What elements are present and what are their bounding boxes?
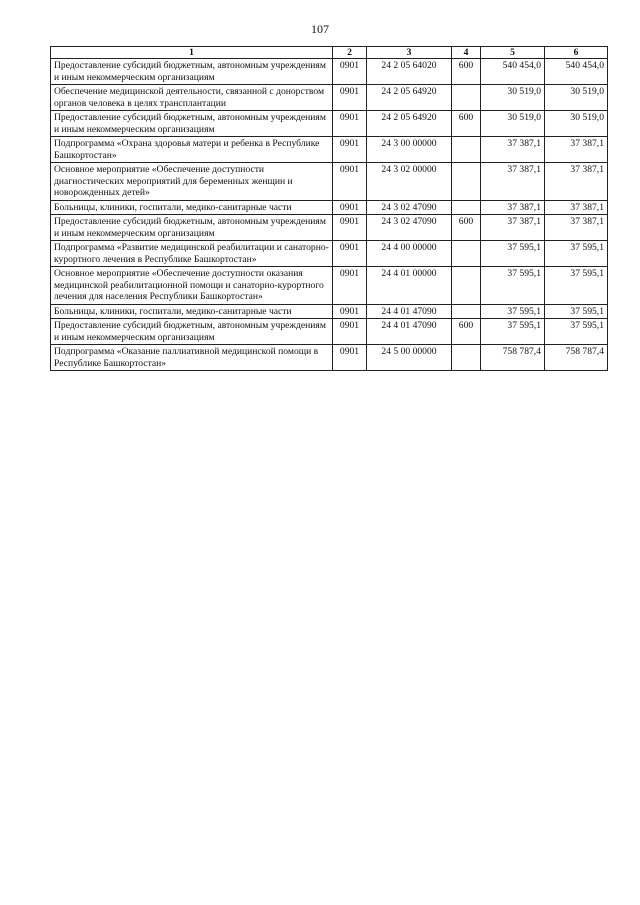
row-expense-type: 600 [452,59,481,85]
row-section-code: 0901 [333,59,367,85]
row-expense-type: 600 [452,111,481,137]
row-amount-1: 37 595,1 [481,267,545,305]
row-expense-type [452,200,481,215]
row-amount-2: 37 387,1 [545,200,608,215]
row-amount-2: 540 454,0 [545,59,608,85]
header-col-5: 5 [481,47,545,59]
row-amount-2: 37 387,1 [545,137,608,163]
row-amount-2: 37 595,1 [545,319,608,345]
row-section-code: 0901 [333,345,367,371]
row-amount-2: 37 595,1 [545,267,608,305]
row-amount-2: 758 787,4 [545,345,608,371]
row-amount-1: 37 595,1 [481,241,545,267]
row-program-code: 24 3 02 00000 [367,163,452,201]
row-amount-1: 30 519,0 [481,85,545,111]
table-row [51,304,608,319]
table-row [51,111,608,137]
table-row [51,200,608,215]
header-col-4: 4 [452,47,481,59]
row-program-code: 24 4 01 47090 [367,319,452,345]
row-amount-1: 540 454,0 [481,59,545,85]
row-amount-2: 37 387,1 [545,163,608,201]
table-row [51,345,608,371]
table-header-row [51,47,608,59]
header-col-1: 1 [51,47,333,59]
row-section-code: 0901 [333,267,367,305]
row-name: Подпрограмма «Развитие медицинской реабилитации и санаторно-курортного лечения в Республике Башкортостан» [51,241,333,267]
row-expense-type [452,304,481,319]
row-expense-type [452,267,481,305]
row-amount-1: 37 595,1 [481,304,545,319]
page-number: 107 [311,22,329,36]
row-section-code: 0901 [333,215,367,241]
row-program-code: 24 4 01 00000 [367,267,452,305]
row-name: Больницы, клиники, госпитали, медико-санитарные части [51,200,333,215]
row-amount-2: 37 595,1 [545,304,608,319]
row-expense-type [452,163,481,201]
row-amount-1: 30 519,0 [481,111,545,137]
row-expense-type [452,345,481,371]
row-amount-1: 758 787,4 [481,345,545,371]
row-program-code: 24 4 01 47090 [367,304,452,319]
header-col-2: 2 [333,47,367,59]
row-amount-2: 30 519,0 [545,85,608,111]
row-section-code: 0901 [333,304,367,319]
row-name: Подпрограмма «Охрана здоровья матери и ребенка в Республике Башкортостан» [51,137,333,163]
row-expense-type [452,137,481,163]
row-name: Больницы, клиники, госпитали, медико-санитарные части [51,304,333,319]
row-name: Основное мероприятие «Обеспечение доступности оказания медицинской реабилитационной помощи и санаторно-курортного лечения для населения Республики Башкортостан» [51,267,333,305]
table-row [51,163,608,201]
row-section-code: 0901 [333,137,367,163]
row-expense-type [452,85,481,111]
table-row [51,59,608,85]
header-col-3: 3 [367,47,452,59]
row-name: Подпрограмма «Оказание паллиативной медицинской помощи в Республике Башкортостан» [51,345,333,371]
row-section-code: 0901 [333,163,367,201]
row-amount-1: 37 387,1 [481,163,545,201]
row-expense-type: 600 [452,215,481,241]
row-program-code: 24 2 05 64920 [367,111,452,137]
row-amount-1: 37 387,1 [481,137,545,163]
table-row [51,215,608,241]
row-expense-type: 600 [452,319,481,345]
row-name: Предоставление субсидий бюджетным, автономным учреждениям и иным некоммерческим организациям [51,59,333,85]
row-name: Предоставление субсидий бюджетным, автономным учреждениям и иным некоммерческим организациям [51,111,333,137]
row-name: Обеспечение медицинской деятельности, связанной с донорством органов человека в целях трансплантации [51,85,333,111]
header-col-6: 6 [545,47,608,59]
table-row [51,137,608,163]
row-name: Основное мероприятие «Обеспечение доступности диагностических мероприятий для беременных женщин и новорожденных детей» [51,163,333,201]
row-program-code: 24 2 05 64020 [367,59,452,85]
row-section-code: 0901 [333,319,367,345]
table-row [51,319,608,345]
row-program-code: 24 3 00 00000 [367,137,452,163]
row-name: Предоставление субсидий бюджетным, автономным учреждениям и иным некоммерческим организациям [51,319,333,345]
row-program-code: 24 5 00 00000 [367,345,452,371]
row-program-code: 24 2 05 64920 [367,85,452,111]
table-row [51,267,608,305]
row-expense-type [452,241,481,267]
row-program-code: 24 3 02 47090 [367,200,452,215]
row-amount-1: 37 387,1 [481,200,545,215]
row-amount-1: 37 387,1 [481,215,545,241]
row-name: Предоставление субсидий бюджетным, автономным учреждениям и иным некоммерческим организациям [51,215,333,241]
row-section-code: 0901 [333,85,367,111]
row-amount-1: 37 595,1 [481,319,545,345]
row-program-code: 24 3 02 47090 [367,215,452,241]
table-row [51,85,608,111]
row-section-code: 0901 [333,200,367,215]
row-amount-2: 30 519,0 [545,111,608,137]
row-program-code: 24 4 00 00000 [367,241,452,267]
row-amount-2: 37 595,1 [545,241,608,267]
budget-table [50,46,608,371]
row-amount-2: 37 387,1 [545,215,608,241]
row-section-code: 0901 [333,111,367,137]
table-row [51,241,608,267]
row-section-code: 0901 [333,241,367,267]
